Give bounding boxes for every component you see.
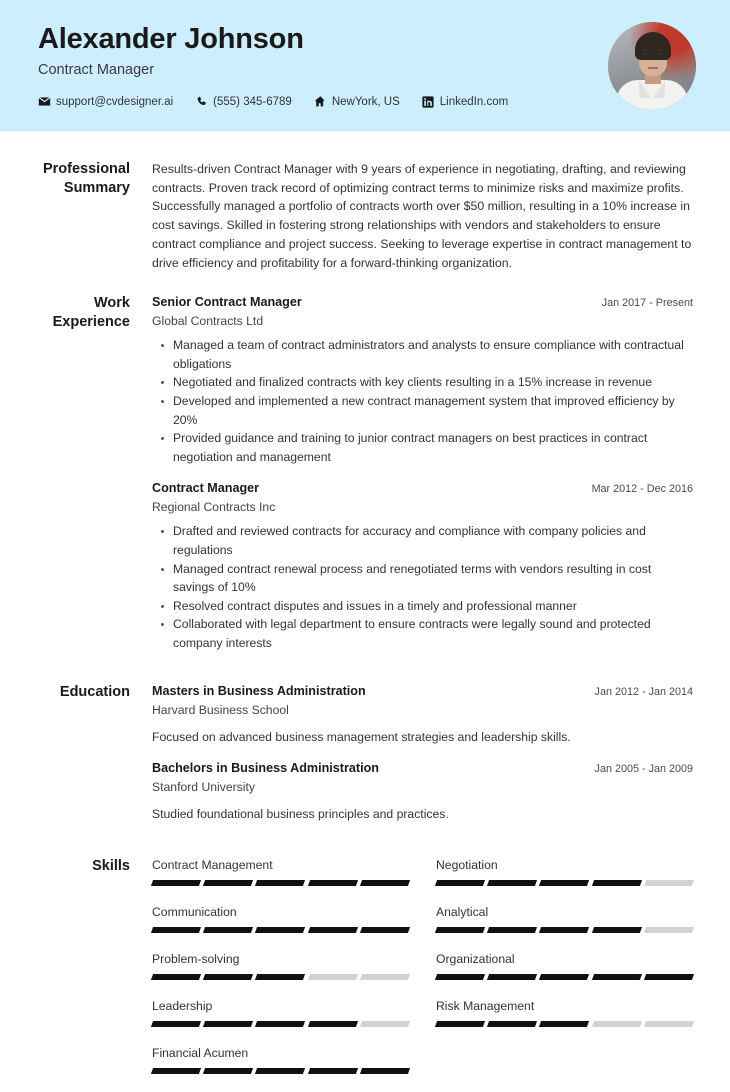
- work-organization: Regional Contracts Inc: [152, 500, 276, 515]
- avatar-eye-left: [643, 53, 648, 56]
- skill-item: [436, 951, 693, 980]
- skill-segment-filled: [151, 974, 201, 980]
- section-heading-education: Education: [59, 683, 130, 700]
- avatar-collar-right: [653, 80, 665, 98]
- section-work-experience: [37, 272, 693, 656]
- skill-segment-filled: [308, 880, 358, 886]
- avatar-brow-right: [656, 49, 663, 51]
- skill-name: Negotiation: [436, 857, 498, 872]
- avatar-hair: [635, 32, 671, 60]
- skill-segment-filled: [203, 927, 253, 933]
- work-role: Senior Contract Manager: [152, 295, 302, 310]
- contact-location[interactable]: [314, 95, 400, 108]
- skill-segment-filled: [592, 974, 642, 980]
- skill-level-bar: [436, 880, 693, 886]
- section-heading-skills: Skills: [92, 857, 130, 874]
- contact-email[interactable]: [38, 95, 173, 108]
- skill-segment-filled: [255, 927, 305, 933]
- education-school: Stanford University: [152, 780, 255, 795]
- skill-item: [436, 857, 693, 886]
- list-item: Drafted and reviewed contracts for accuracy and compliance with company policies and regulations: [173, 522, 693, 559]
- skill-name: Analytical: [436, 904, 489, 919]
- page-title: Alexander Johnson: [38, 23, 304, 55]
- list-item: Managed a team of contract administrators and analysts to ensure compliance with contractual obligations: [173, 336, 693, 373]
- resume-body: [0, 131, 730, 1092]
- skill-segment-filled: [487, 880, 537, 886]
- list-item: Negotiated and finalized contracts with key clients resulting in a 15% increase in revenue: [173, 373, 693, 392]
- skill-level-bar: [152, 927, 409, 933]
- skill-segment-filled: [255, 974, 305, 980]
- avatar-collar-left: [639, 80, 651, 98]
- skill-level-bar: [152, 880, 409, 886]
- section-skills: [37, 828, 693, 1092]
- contact-phone[interactable]: [195, 95, 292, 108]
- skill-segment-filled: [151, 880, 201, 886]
- contact-linkedin[interactable]: [422, 95, 508, 108]
- skill-segment-empty: [644, 880, 694, 886]
- envelope-icon: [38, 95, 51, 108]
- list-item: Resolved contract disputes and issues in a timely and professional manner: [173, 597, 693, 616]
- section-heading-work: Work Experience: [52, 295, 130, 331]
- skill-segment-filled: [487, 974, 537, 980]
- skill-segment-filled: [435, 927, 485, 933]
- contact-row: [38, 95, 508, 108]
- skill-segment-filled: [308, 1068, 358, 1074]
- resume-header: [0, 0, 730, 131]
- skill-name: Risk Management: [436, 998, 535, 1013]
- work-date: Jan 2017 - Present: [601, 297, 693, 310]
- skill-segment-filled: [435, 880, 485, 886]
- skill-item: [152, 1045, 409, 1074]
- list-item: Provided guidance and training to junior contract managers on best practices in contract negotiation and management: [173, 429, 693, 466]
- education-degree: Bachelors in Business Administration: [152, 761, 379, 776]
- skill-segment-filled: [539, 927, 589, 933]
- skill-segment-filled: [592, 880, 642, 886]
- contact-location-label: NewYork, US: [331, 95, 400, 108]
- job-title: Contract Manager: [38, 62, 155, 78]
- work-organization: Global Contracts Ltd: [152, 314, 264, 329]
- contact-phone-label: (555) 345-6789: [213, 95, 292, 108]
- section-heading-summary: Professional Summary: [42, 161, 130, 196]
- section-professional-summary: [37, 131, 693, 272]
- skill-segment-filled: [539, 880, 589, 886]
- contact-email-label: support@cvdesigner.ai: [56, 95, 174, 108]
- skill-segment-filled: [308, 927, 358, 933]
- skill-item: [436, 998, 693, 1027]
- work-entry: [152, 480, 693, 652]
- skill-segment-filled: [360, 927, 410, 933]
- skill-segment-filled: [360, 880, 410, 886]
- education-date: Jan 2012 - Jan 2014: [594, 685, 693, 698]
- skill-level-bar: [436, 927, 693, 933]
- skill-segment-filled: [644, 974, 694, 980]
- skill-level-bar: [436, 974, 693, 980]
- skill-segment-filled: [203, 974, 253, 980]
- home-icon: [314, 95, 327, 108]
- skill-segment-filled: [255, 880, 305, 886]
- education-school: Harvard Business School: [152, 702, 289, 717]
- education-description: Focused on advanced business management strategies and leadership skills.: [152, 729, 571, 744]
- skill-item: [152, 998, 409, 1027]
- avatar-mouth: [648, 67, 658, 69]
- skill-segment-filled: [203, 1068, 253, 1074]
- skill-segment-empty: [360, 974, 410, 980]
- work-date: Mar 2012 - Dec 2016: [591, 483, 693, 496]
- skill-level-bar: [152, 974, 409, 980]
- skill-item: [436, 904, 693, 933]
- skill-segment-filled: [255, 1068, 305, 1074]
- skill-item: [152, 857, 409, 886]
- list-item: Developed and implemented a new contract management system that improved efficiency by 20%: [173, 392, 693, 429]
- contact-linkedin-label: LinkedIn.com: [439, 95, 509, 108]
- avatar-brow-left: [642, 49, 649, 51]
- skill-name: Contract Management: [152, 857, 273, 872]
- summary-text: Results-driven Contract Manager with 9 years of experience in negotiating, drafting, and reviewing contracts. Proven track record of optimizing contract terms to minimize risks and maximize profits. Successfully managed a portfolio of contracts worth over $50 million, resulting in a 10% increase in cost savings. Skilled in fostering strong relationships with vendors and stakeholders to ensure contract compliance and project success. Seeking to leverage expertise in contract management to drive efficiency and profitability for a forward-thinking organization.: [152, 162, 692, 270]
- skill-segment-empty: [308, 974, 358, 980]
- skill-name: Communication: [152, 904, 237, 919]
- list-item: Managed contract renewal process and renegotiated terms with vendors resulting in cost savings of 10%: [173, 560, 693, 597]
- work-entry: [152, 294, 693, 466]
- skill-segment-filled: [203, 880, 253, 886]
- education-date: Jan 2005 - Jan 2009: [594, 763, 693, 776]
- avatar-shirt: [616, 80, 688, 110]
- education-entry: [152, 760, 693, 824]
- skill-segment-empty: [644, 927, 694, 933]
- skill-name: Organizational: [436, 951, 515, 966]
- skill-segment-filled: [435, 974, 485, 980]
- skill-name: Financial Acumen: [152, 1045, 249, 1060]
- skills-grid: [152, 857, 693, 1092]
- skill-item: [152, 951, 409, 980]
- education-entry: [152, 683, 693, 747]
- avatar-eye-right: [657, 53, 662, 56]
- skill-level-bar: [152, 1068, 409, 1074]
- skill-item: [152, 904, 409, 933]
- education-degree: Masters in Business Administration: [152, 683, 366, 698]
- section-education: [37, 657, 693, 828]
- work-bullets: [152, 336, 693, 466]
- skill-name: Leadership: [152, 998, 213, 1013]
- avatar: [608, 22, 696, 110]
- skill-segment-filled: [151, 927, 201, 933]
- skill-segment-filled: [360, 1068, 410, 1074]
- skill-name: Problem-solving: [152, 951, 240, 966]
- skill-segment-filled: [487, 927, 537, 933]
- education-description: Studied foundational business principles and practices.: [152, 807, 449, 822]
- list-item: Collaborated with legal department to ensure contracts were legally sound and protected company interests: [173, 615, 693, 652]
- work-role: Contract Manager: [152, 481, 260, 496]
- linkedin-icon: [422, 95, 435, 108]
- phone-icon: [195, 95, 208, 108]
- skill-segment-filled: [539, 974, 589, 980]
- skill-segment-filled: [592, 927, 642, 933]
- work-bullets: [152, 522, 693, 652]
- skill-segment-filled: [151, 1068, 201, 1074]
